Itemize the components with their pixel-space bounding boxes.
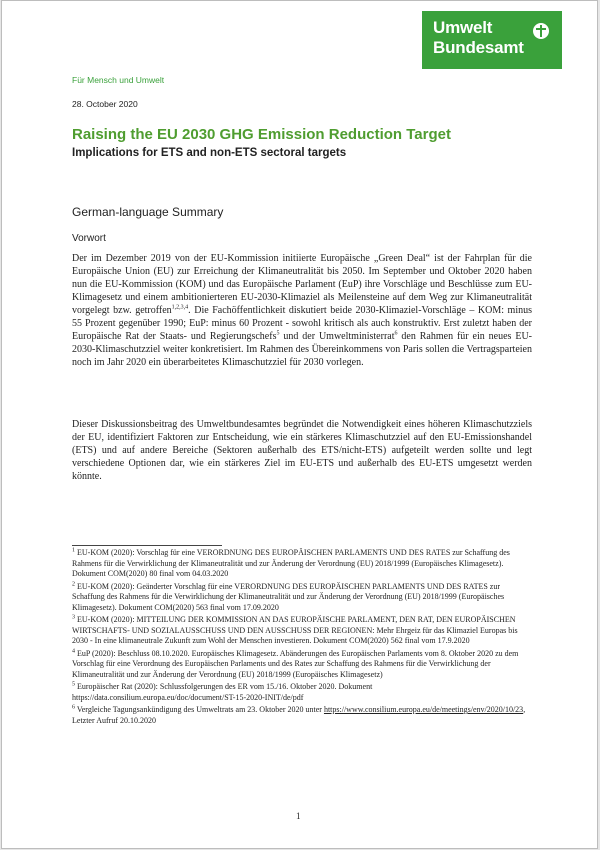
- footnote-tail: , Letzter Aufruf 20.10.2020: [72, 705, 526, 725]
- footnote-6: [72, 705, 532, 726]
- footnote-number: 2: [72, 580, 75, 587]
- footnote-text: EU-KOM (2020): Geänderter Vorschlag für eine VERORDNUNG DES EUROPÄISCHEN PARLAMENTS UND DES RATES zur Schaffung des Rahmens für die Verwirklichung der Klimaneutralität und zur Änderung der Verordnung (EU) 2018/1999 (Europäisches Klimagesetz). Dokument COM(2020) 563 final vom 17.09.2020: [72, 581, 505, 612]
- paragraph-1-text-a: Der im Dezember 2019 von der EU-Kommission initiierte Europäische „Green Deal“ ist der Fahrplan für die Europäische Union (EU) zur Erreichung der Klimaneutralität bis 2050. Im September und Oktober 2020 haben nun die EU-Kommission (KOM) und das Europäische Parlament (EuP) ihre Vorschläge und Beschlüsse zum EU-Klimagesetz und einem ambitionierteren EU-2030-Klimaziel als Meilensteine auf dem Weg zur Klimaneutralität vorgelegt bzw. getroffen: [72, 253, 532, 316]
- paragraph-1-text-d: den Rahmen für ein neues EU-2030-Klimaschutzziel weiter konkretisiert. Im Rahmen des Übereinkommens von Paris sollen die Vertragsparteien noch im Jahr 2020 ein überarbeitetes Klimaschutzziel für 2030 vorlegen.: [72, 331, 532, 368]
- footnote-number: 4: [72, 647, 75, 654]
- paragraph-1-text-b: . Die Fachöffentlichkeit diskutiert beide 2030-Klimaziel-Vorschläge – KOM: minus 55 Prozent gegenüber 1990; EuP: minus 60 Prozent - sowohl kritisch als auch konstruktiv. Erst zuletzt haben der Europäische Rat der Staats- und Regierungschefs: [72, 305, 532, 342]
- footnote-number: 1: [72, 547, 75, 554]
- footnote-text: Europäischer Rat (2020): Schlussfolgerungen des ER vom 15./16. Oktober 2020. Dokument https://data.consilium.europa.eu/doc/document/ST-15-2020-INIT/de/pdf: [72, 682, 373, 702]
- document-title: Raising the EU 2030 GHG Emission Reduction Target: [72, 126, 451, 143]
- footnote-ref-1-4[interactable]: 1,2,3,4: [171, 304, 189, 311]
- footnote-number: 6: [72, 704, 75, 711]
- logo-line-2: Bundesamt: [433, 38, 524, 57]
- footnote-ref-6[interactable]: 6: [394, 330, 398, 337]
- footnote-text: EU-KOM (2020): Vorschlag für eine VERORDNUNG DES EUROPÄISCHEN PARLAMENTS UND DES RATES zur Schaffung des Rahmens für die Verwirklichung der Klimaneutralität und zur Änderung der Verordnung (EU) 2018/1999 (Europäisches Klimagesetz). Dokument COM(2020) 80 final vom 04.03.2020: [72, 548, 510, 578]
- footnote-text: EuP (2020): Beschluss 08.10.2020. Europäisches Klimagesetz. Abänderungen des Europäischen Parlaments vom 8. Oktober 2020 zu dem Vorschlag für eine Verordnung des Europäischen Parlaments und des Rates zur Schaffung des Rahmens für die Verwirklichung der Klimaneutralität und zur Änderung der Verordnung (EU) 2018/1999 (Europäisches Klimagesetz): [72, 648, 519, 679]
- logo-line-1: Umwelt: [433, 18, 493, 37]
- page-number: 1: [296, 811, 301, 821]
- uba-logo: [422, 11, 562, 69]
- logo-emblem-icon: [533, 23, 549, 39]
- section-subheading: Vorwort: [72, 233, 106, 244]
- footnote-ref-5[interactable]: 5: [276, 330, 280, 337]
- footnote-number: 3: [72, 614, 75, 621]
- document-date: 28. October 2020: [72, 99, 138, 109]
- footnote-1: [72, 548, 532, 580]
- footnote-text: Vergleiche Tagungsankündigung des Umweltrats am 23. Oktober 2020 unter: [75, 705, 324, 714]
- paragraph-1-text-c: und der Umweltministerrat: [279, 331, 395, 342]
- document-page: [1, 0, 598, 849]
- footnote-2: [72, 582, 532, 614]
- section-heading: German-language Summary: [72, 205, 224, 219]
- footnote-divider: [72, 545, 222, 546]
- paragraph-1: [72, 252, 532, 369]
- footnote-text: EU-KOM (2020): MITTEILUNG DER KOMMISSION AN DAS EUROPÄISCHE PARLAMENT, DEN RAT, DEN EUROPÄISCHEN WIRTSCHAFTS- UND SOZIALAUSSCHUSS UND DEN AUSSCHUSS DER REGIONEN: Mehr Ehrgeiz für das Klimaziel Europas bis 2030 - In eine klimaneutrale Zukunft zum Wohl der Menschen investieren. Dokument COM(2020) 562 final vom 17.9.2020: [72, 615, 518, 645]
- footnote-3: [72, 615, 532, 647]
- logo-wordmark: [433, 18, 524, 58]
- footnote-number: 5: [72, 681, 75, 688]
- footnote-4: [72, 649, 532, 681]
- footnote-link[interactable]: https://www.consilium.europa.eu/de/meetings/env/2020/10/23: [323, 705, 524, 714]
- footnote-5: [72, 682, 532, 703]
- paragraph-2: Dieser Diskussionsbeitrag des Umweltbundesamtes begründet die Notwendigkeit eines höheren Klimaschutzziels der EU, identifiziert Faktoren zur Entscheidung, wie ein stärkeres Klimaschutzziel auf den EU-Emissionshandel (ETS) und auf andere Bereiche (Sektoren außerhalb des ETS/nicht-ETS) aufgeteilt werden sollte und legt verschiedene Optionen dar, wie ein stärkeres Ziel im EU-ETS und außerhalb des EU-ETS umgesetzt werden könnte.: [72, 419, 532, 482]
- footnotes: [72, 548, 532, 728]
- document-subtitle: Implications for ETS and non-ETS sectoral targets: [72, 147, 347, 159]
- tagline: Für Mensch und Umwelt: [72, 75, 165, 85]
